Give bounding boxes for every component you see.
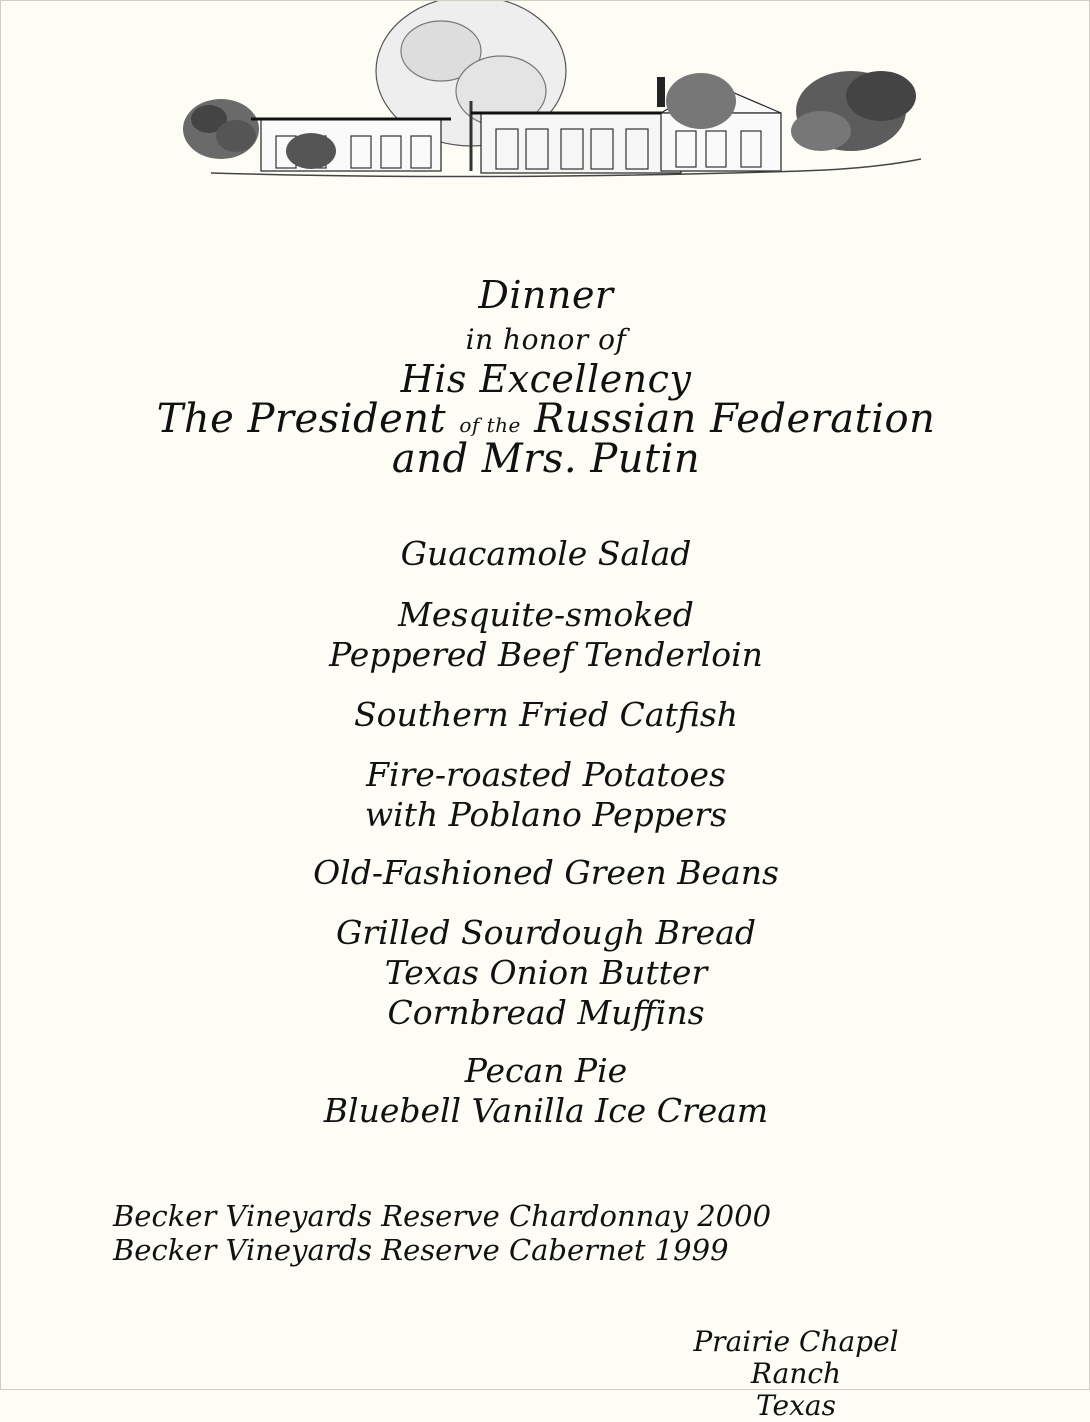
course-line: Peppered Beef Tenderloin [329, 635, 763, 674]
location-state: Texas [756, 1389, 836, 1422]
tree-left [183, 99, 259, 159]
course-line: Pecan Pie [464, 1051, 628, 1090]
course-line: Mesquite-smoked [398, 595, 694, 634]
wine-list [113, 1199, 771, 1267]
the-president-text: The President [156, 396, 447, 442]
of-the-text: of the [459, 413, 521, 437]
course-beef [1, 595, 1090, 675]
wine-item: Becker Vineyards Reserve Cabernet 1999 [113, 1233, 729, 1267]
course-breads [1, 913, 1090, 1033]
his-excellency-text: His Excellency [400, 357, 692, 401]
course-potatoes [1, 755, 1090, 835]
wine-item: Becker Vineyards Reserve Chardonnay 2000 [113, 1199, 772, 1233]
course-line: Old-Fashioned Green Beans [313, 853, 779, 892]
course-green-beans [1, 853, 1090, 893]
in-honor-of-text: in honor of [465, 323, 627, 356]
ranch-house-illustration [181, 1, 941, 191]
location [661, 1326, 931, 1422]
course-catfish [1, 695, 1090, 735]
course-line: Grilled Sourdough Bread [336, 913, 756, 952]
russian-federation-text: Russian Federation [534, 396, 936, 442]
course-line: Fire-roasted Potatoes [366, 755, 726, 794]
course-line: Texas Onion Butter [384, 953, 708, 992]
location-name: Prairie Chapel Ranch [693, 1325, 899, 1390]
course-line: Bluebell Vanilla Ice Cream [323, 1091, 769, 1130]
dinner-heading: Dinner [478, 273, 614, 317]
course-line: Guacamole Salad [400, 534, 692, 573]
course-dessert [1, 1051, 1090, 1131]
course-line: Cornbread Muffins [387, 993, 705, 1032]
course-line: with Poblano Peppers [364, 795, 728, 834]
mrs-putin-text: and Mrs. Putin [391, 436, 701, 482]
course-guacamole [1, 534, 1090, 574]
course-line: Southern Fried Catfish [353, 695, 739, 734]
